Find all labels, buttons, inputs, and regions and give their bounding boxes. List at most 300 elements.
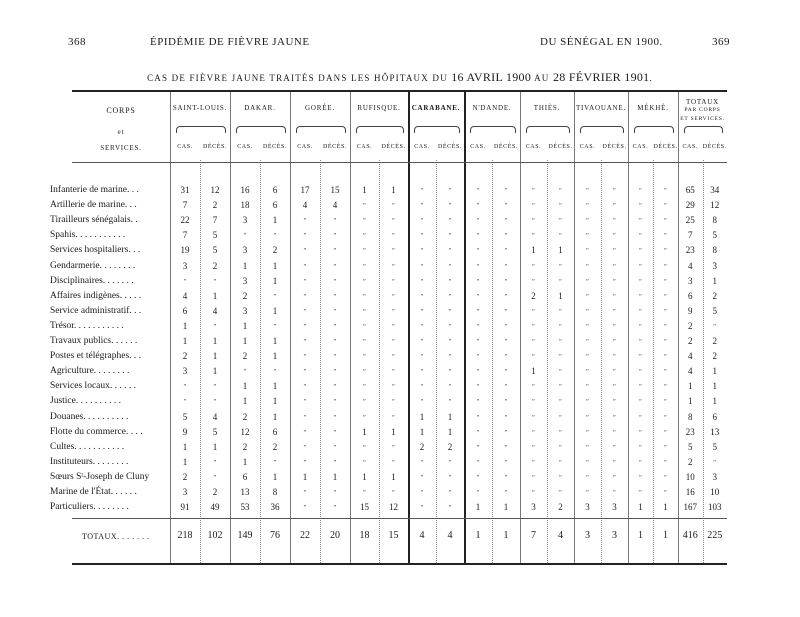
table-cell: 1 [391,426,396,437]
row-label: Travaux publics. . . . . . [50,336,138,346]
table-cell: 1 [242,381,248,392]
table-cell: ″ [392,262,395,271]
deaths-subheader: DÉCÈS. [262,144,288,150]
row-label: Artillerie de marine. . . [50,200,137,211]
table-cell: ″ [333,292,337,301]
table-cell: ″ [613,368,616,377]
table-cell: 15 [330,185,340,195]
table-cell: ″ [420,383,424,392]
table-cell: ″ [448,292,452,301]
table-cell: ″ [586,353,589,362]
table-cell: ″ [303,277,307,286]
header-brace [634,126,674,133]
table-cell: 2 [182,351,188,362]
table-cell: 1 [531,245,536,256]
totals-cell: 76 [270,530,280,541]
table-cell: ″ [559,187,562,195]
table-cell: ″ [613,398,616,407]
table-cell: 1 [447,411,453,422]
table-cell: ″ [639,322,642,331]
table-cell: 91 [180,502,190,513]
table-cell: 2 [688,336,693,346]
table-cell: ″ [333,307,337,316]
table-cell: ″ [363,292,366,301]
running-title-left: ÉPIDÉMIE DE FIÈVRE JAUNE [150,36,310,48]
table-cell: ″ [273,292,277,301]
table-cell: 1 [242,320,248,331]
table-cell: ″ [363,368,366,377]
table-cell: ″ [476,202,480,211]
table-cell: ″ [333,489,337,497]
table-cell: ″ [504,292,508,301]
table-cell: ″ [363,383,366,392]
table-cell: ″ [586,398,589,407]
table-cell: ″ [243,232,247,241]
table-cell: ″ [586,368,589,377]
row-label: Services locaux. . . . . . [50,381,137,392]
table-cell: ″ [448,307,452,316]
table-cell: ″ [586,428,589,437]
table-cell: ″ [333,247,337,256]
cases-subheader: CAS. [177,144,193,150]
table-cell: 9 [182,426,188,437]
header-brace [236,126,286,133]
table-cell: ″ [303,383,307,392]
caption-text-3: . [649,73,653,83]
table-cell: 2 [272,441,278,452]
table-cell: ″ [420,458,424,467]
table-cell: 12 [389,502,398,513]
table-cell: 2 [558,502,563,513]
table-cell: 4 [212,411,218,422]
table-cell: 3 [182,487,188,497]
table-cell: ″ [664,322,667,331]
table-cell: ″ [392,322,395,331]
table-cell: ″ [532,398,535,407]
table-cell: 1 [212,366,218,377]
table-cell: ″ [559,368,562,377]
table-cell: ″ [504,383,508,392]
table-cell: ″ [420,368,424,377]
table-cell: 6 [712,411,717,422]
totals-cell: 1 [663,530,668,541]
table-cell: ″ [586,247,589,256]
table-cell: ″ [303,338,307,346]
deaths-subheader: DÉCÈS. [602,144,627,150]
table-cell: ″ [476,277,480,286]
table-cell: 49 [210,502,220,513]
table-cell: 2 [242,290,248,301]
table-cell: ″ [392,307,395,316]
table-cell: 12 [210,185,220,195]
row-label: Justice. . . . . . . . . . [50,396,121,407]
table-cell: ″ [613,322,616,331]
table-cell: 4 [332,200,338,211]
table-cell: 2 [712,351,717,362]
table-cell: 3 [242,305,248,316]
table-cell: ″ [613,217,616,226]
table-cell: 3 [712,260,717,271]
totals-cell: 4 [447,530,453,541]
table-cell: 2 [182,471,188,482]
corps-header-services: SERVICES. [100,144,142,152]
table-cell: ″ [476,428,480,437]
table-cell: ″ [303,443,307,452]
table-cell: ″ [333,398,337,407]
table-cell: 1 [638,502,643,513]
caption-date-end: 28 FÉVRIER 1901 [552,70,650,84]
table-cell: ″ [504,202,508,211]
table-cell: 1 [272,215,278,226]
table-cell: ″ [532,473,535,482]
table-cell: ″ [586,338,589,346]
header-brace [176,126,226,133]
table-cell: 6 [182,305,188,316]
table-cell: ″ [476,232,480,241]
table-cell: ″ [363,202,366,211]
table-cell: ″ [392,489,395,497]
table-cell: ″ [303,217,307,226]
row-label: Tirailleurs sénégalais. . [50,215,138,226]
table-cell: ″ [333,458,337,467]
table-cell: ″ [213,473,217,482]
table-cell: ″ [532,458,535,467]
table-cell: ″ [532,277,535,286]
table-cell: ″ [559,202,562,211]
table-cell: 1 [391,185,396,195]
table-cell: ″ [639,187,642,195]
table-cell: ″ [420,232,424,241]
table-cell: ″ [559,489,562,497]
table-cell: ″ [392,338,395,346]
row-label: Particuliers. . . . . . . . [50,502,129,513]
table-cell: ″ [476,458,480,467]
table-cell: 1 [475,502,481,513]
table-cell: ″ [273,458,277,467]
table-cell: 4 [212,305,218,316]
table-cell: ″ [213,398,217,407]
table-cell: 1 [182,320,188,331]
table-cell: ″ [504,413,508,422]
table-cell: ″ [363,277,366,286]
table-cell: 1 [242,396,248,407]
table-cell: 2 [242,411,248,422]
row-label: Douanes. . . . . . . . . . [50,411,129,422]
header-brace [356,126,404,133]
table-cell: ″ [448,262,452,271]
totals-separator [72,518,727,519]
table-cell: 5 [212,230,218,241]
table-cell: 6 [272,426,278,437]
table-cell: 2 [531,290,536,301]
table-cell: ″ [504,217,508,226]
hospital-header: DAKAR. [244,104,276,112]
row-label: Cultes. . . . . . . . . . . [50,441,125,452]
table-cell: ″ [559,217,562,226]
table-cell: ″ [504,473,508,482]
totals-cell: 7 [531,530,536,541]
table-cell: ″ [448,232,452,241]
table-cell: 17 [300,185,310,195]
table-cell: 2 [712,290,717,301]
table-cell: ″ [392,277,395,286]
table-cell: ″ [504,277,508,286]
table-cell: ″ [532,322,535,331]
table-cell: ″ [448,202,452,211]
table-cell: ″ [639,338,642,346]
table-cell: ″ [213,322,217,331]
table-cell: ″ [303,458,307,467]
table-cell: ″ [476,368,480,377]
table-cell: 10 [685,471,695,482]
table-cell: ″ [476,473,480,482]
table-cell: ″ [476,443,480,452]
table-cell: 7 [688,230,693,241]
table-cell: ″ [333,504,337,513]
table-cell: 2 [212,487,218,497]
table-cell: 13 [240,487,250,497]
table-cell: ″ [664,277,667,286]
table-cell: ″ [504,428,508,437]
row-label: Services hospitaliers. . . [50,245,141,256]
caption-text-1: CAS DE FIÈVRE JAUNE TRAITÉS DANS LES HÔPITAUX DU [147,73,452,83]
table-cell: 1 [272,471,278,482]
table-cell: ″ [333,232,337,241]
table-cell: ″ [639,292,642,301]
table-cell: ″ [613,292,616,301]
deaths-subheader: DÉCÈS. [381,144,406,150]
table-cell: ″ [504,489,508,497]
table-cell: 1 [419,426,425,437]
totals-cell: 1 [638,530,643,541]
table-cell: 3 [242,245,248,256]
table-cell: 1 [531,366,536,377]
table-cell: ″ [476,217,480,226]
table-cell: 25 [685,215,695,226]
table-cell: 4 [302,200,308,211]
table-cell: ″ [639,232,642,241]
table-cell: 8 [712,215,717,226]
totals-cell: 15 [388,530,399,541]
table-cell: ″ [613,443,616,452]
header-brace [414,126,460,133]
table-cell: ″ [303,322,307,331]
table-cell: ″ [559,413,562,422]
table-cell: ″ [476,383,480,392]
table-cell: ″ [613,262,616,271]
table-cell: 1 [242,336,248,346]
table-cell: ″ [639,247,642,256]
table-cell: ″ [664,413,667,422]
table-cell: 1 [272,396,278,407]
table-cell: ″ [363,489,366,497]
table-cell: ″ [333,277,337,286]
table-cell: ″ [303,398,307,407]
table-cell: ″ [639,277,642,286]
table-cell: ″ [420,277,424,286]
table-cell: 1 [447,426,453,437]
table-cell: ″ [303,262,307,271]
table-cell: ″ [586,202,589,211]
table-cell: 3 [182,366,188,377]
table-cell: 2 [712,336,717,346]
table-cell: ″ [213,458,217,467]
table-cell: 8 [712,245,717,256]
header-brace [470,126,516,133]
row-label: Trésor. . . . . . . . . . . [50,320,124,331]
table-cell: ″ [664,473,667,482]
table-cell: 31 [180,185,190,195]
cases-subheader: CAS. [470,144,486,150]
table-cell: 6 [272,185,278,195]
cases-subheader: CAS. [632,144,649,150]
table-cell: ″ [639,368,642,377]
table-cell: ″ [420,202,424,211]
table-cell: ″ [420,398,424,407]
table-cell: ″ [586,262,589,271]
table-cell: 23 [685,245,695,256]
table-cell: ″ [504,247,508,256]
totals-label: TOTAUX. . . . . . . [82,532,150,541]
table-cell: 1 [272,260,278,271]
table-cell: 22 [180,215,190,226]
table-cell: ″ [713,458,717,467]
table-cell: 65 [685,185,695,195]
cases-subheader: CAS. [525,144,542,150]
row-label: Postes et télégraphes. . . [50,351,142,362]
row-label: Agriculture. . . . . . . . [50,366,130,377]
table-cell: ″ [532,383,535,392]
header-separator [72,162,727,163]
table-cell: ″ [586,458,589,467]
table-cell: 2 [212,200,218,211]
totals-cell: 149 [237,530,253,541]
table-cell: ″ [333,428,337,437]
table-cell: ″ [392,247,395,256]
table-cell: ″ [559,232,562,241]
table-cell: ″ [532,232,535,241]
table-cell: 12 [710,200,720,211]
totals-header-line: PAR CORPS [684,107,721,113]
table-cell: 5 [712,441,717,452]
table-cell: ″ [476,353,480,362]
table-cell: 2 [242,441,248,452]
table-cell: 3 [585,502,590,513]
table-cell: ″ [448,187,452,195]
table-cell: ″ [476,262,480,271]
table-cell: ″ [392,383,395,392]
table-cell: ″ [333,413,337,422]
table-cell: ″ [420,247,424,256]
table-cell: ″ [333,217,337,226]
table-cell: 16 [240,185,250,195]
table-cell: 1 [272,411,278,422]
table-cell: 10 [710,487,720,497]
deaths-subheader: DÉCÈS. [322,144,348,150]
totals-cell: 22 [300,530,310,541]
table-cell: 1 [272,305,278,316]
table-cell: ″ [333,338,337,346]
table-cell: ″ [476,398,480,407]
table-cell: 3 [712,471,717,482]
table-cell: ″ [639,353,642,362]
table-cell: ″ [504,307,508,316]
table-cell: ″ [613,489,616,497]
totals-cell: 218 [177,530,193,541]
table-cell: ″ [392,458,395,467]
table-cell: ″ [213,383,217,392]
table-cell: ″ [448,504,452,513]
totals-cell: 20 [330,530,340,541]
header-brace [296,126,346,133]
totals-cell: 416 [682,530,698,541]
table-cell: ″ [476,489,480,497]
table-cell: ″ [448,338,452,346]
table-cell: 2 [688,456,693,467]
totals-cell: 1 [475,530,481,541]
table-cell: ″ [183,398,187,407]
table-cell: ″ [392,202,395,211]
table-cell: 34 [710,185,720,195]
table-cell: ″ [559,443,562,452]
table-cell: ″ [392,368,395,377]
table-cell: ″ [303,504,307,513]
table-cell: ″ [392,413,395,422]
table-cell: ″ [392,443,395,452]
table-cell: 7 [182,230,188,241]
table-cell: ″ [363,262,366,271]
table-cell: ″ [448,247,452,256]
deaths-subheader: DÉCÈS. [493,144,519,150]
table-cell: ″ [303,232,307,241]
row-label: Gendarmerie. . . . . . . . [50,260,136,271]
table-cell: ″ [363,353,366,362]
table-cell: 2 [242,351,248,362]
table-cell: 1 [242,260,248,271]
table-cell: ″ [639,473,642,482]
table-cell: ″ [363,307,366,316]
table-cell: ″ [303,353,307,362]
table-cell: ″ [532,187,535,195]
table-cell: ″ [559,383,562,392]
table-cell: ″ [639,443,642,452]
table-cell: ″ [586,383,589,392]
table-cell: ″ [613,428,616,437]
totals-cell: 4 [419,530,425,541]
table-cell: ″ [420,473,424,482]
table-cell: ″ [586,489,589,497]
table-cell: ″ [273,232,277,241]
totals-header-line: ET SERVICES. [680,116,725,122]
table-cell: 5 [182,411,188,422]
table-cell: 2 [688,320,693,331]
table-cell: ″ [504,187,508,195]
table-cell: ″ [613,232,616,241]
table-cell: ″ [664,292,667,301]
cases-subheader: CAS. [414,144,430,150]
table-cell: 1 [503,502,509,513]
table-cell: 7 [182,200,188,211]
table-cell: ″ [639,428,642,437]
table-cell: 2 [447,441,453,452]
table-cell: ″ [476,322,480,331]
row-label: Sœurs Sᵗ-Joseph de Cluny [50,471,150,482]
table-cell: ″ [504,398,508,407]
table-cell: ″ [559,322,562,331]
table-cell: ″ [183,277,187,286]
row-label: Disciplinaires. . . . . . . [50,275,134,286]
table-cell: ″ [532,353,535,362]
